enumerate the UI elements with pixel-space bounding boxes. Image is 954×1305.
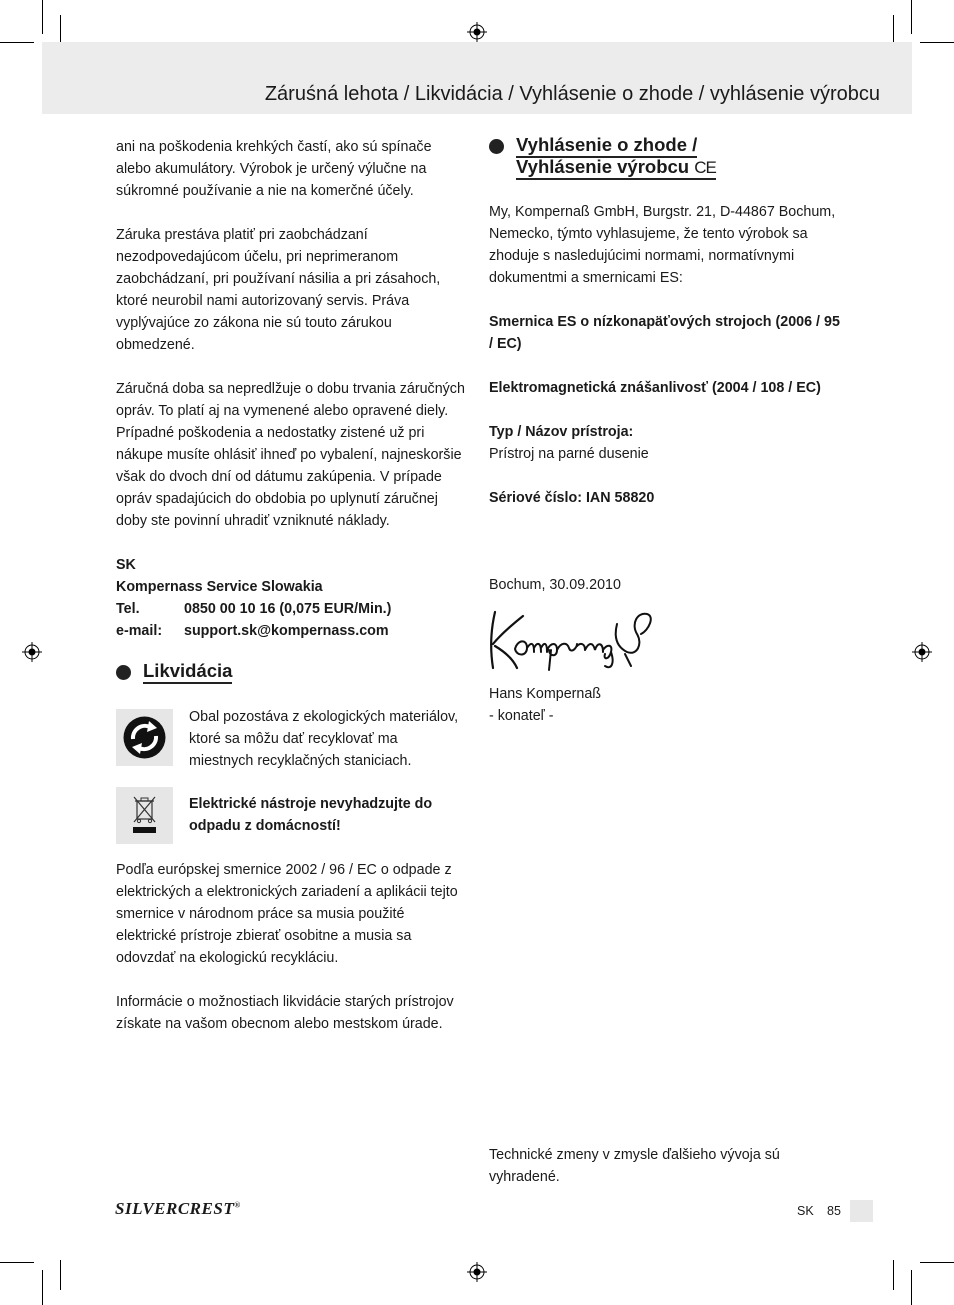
signer-role: - konateľ - xyxy=(489,708,554,724)
service-email: e-mail: support.sk@kompernass.com xyxy=(116,623,389,639)
crop-mark xyxy=(60,15,61,45)
service-country: SK xyxy=(116,557,136,573)
crop-mark xyxy=(893,15,894,45)
place-date: Bochum, 30.09.2010 xyxy=(489,577,621,593)
declaration-intro: My, Kompernaß GmbH, Burgstr. 21, D-44867 Bochum, Nemecko, týmto vyhlasujeme, že tento výrobok sa zhoduje s nasledujúcimi normami, normatívnymi dokumentmi a smernicami ES: xyxy=(489,204,836,286)
registration-mark-icon xyxy=(467,1262,487,1282)
registration-mark-icon xyxy=(22,642,42,662)
crop-mark xyxy=(0,42,34,43)
crop-mark xyxy=(920,1262,954,1263)
disposal-body xyxy=(116,859,468,1035)
crop-mark xyxy=(893,1260,894,1290)
recycle-icon xyxy=(116,709,173,766)
page-number: 85 xyxy=(827,1204,841,1218)
disposal-heading: Likvidácia xyxy=(116,660,232,682)
page-title: Záruśná lehota / Likvidácia / Vyhlásenie o zhode / vyhlásenie výrobcu xyxy=(264,83,880,105)
service-phone: Tel. 0850 00 10 16 (0,075 EUR/Min.) xyxy=(116,601,392,617)
ce-mark-icon: CE xyxy=(694,158,716,177)
bullet-icon xyxy=(116,665,131,680)
crossed-bin-icon xyxy=(116,787,173,844)
registration-mark-icon xyxy=(912,642,932,662)
brand-logo: SILVERCREST® xyxy=(115,1199,241,1218)
page-tab xyxy=(850,1200,873,1222)
declaration-body xyxy=(489,201,841,509)
crop-mark xyxy=(60,1260,61,1290)
signer xyxy=(489,683,601,727)
warranty-paragraph: ani na poškodenia krehkých častí, ako sú spínače alebo akumulátory. Výrobok je určený výlučne na súkromné používanie a nie na komerčné účely. xyxy=(116,139,432,199)
serial-number: Sériové číslo: IAN 58820 xyxy=(489,490,655,506)
registration-mark-icon xyxy=(467,22,487,42)
footer-lang: SK xyxy=(797,1204,814,1218)
crop-mark xyxy=(911,0,912,34)
device-type-value: Prístroj na parné dusenie xyxy=(489,446,649,462)
signer-name: Hans Kompernaß xyxy=(489,686,602,702)
crop-mark xyxy=(911,1270,912,1305)
bullet-icon xyxy=(489,139,504,154)
disposal-paragraph: Podľa európskej smernice 2002 / 96 / EC o odpade z elektrických a elektronických zariadení a aplikácii tejto smernice v národnom práce sa musia použité elektrické prístroje zbierať osobitne a musia sa odovzdať na ekologickú recykláciu. xyxy=(116,862,458,966)
service-name: Kompernass Service Slowakia xyxy=(116,579,323,595)
weee-warning: Elektrické nástroje nevyhadzujte do odpadu z domácností! xyxy=(189,796,433,834)
recycle-text: Obal pozostáva z ekologických materiálov, ktoré sa môžu dať recyklovať ma miestnych recyklačných staniciach. xyxy=(189,709,459,769)
declaration-heading: Vyhlásenie o zhode / Vyhlásenie výrobcu CE xyxy=(489,134,716,179)
device-type-label: Typ / Názov prístroja: xyxy=(489,424,634,440)
left-column xyxy=(116,136,466,642)
technical-changes-note: Technické zmeny v zmysle ďalšieho vývoja sú vyhradené. xyxy=(489,1147,780,1185)
crop-mark xyxy=(920,42,954,43)
disposal-paragraph: Informácie o možnostiach likvidácie starých prístrojov získate na vašom obecnom alebo mestskom úrade. xyxy=(116,994,454,1032)
directive-emc: Elektromagnetická znášanlivosť (2004 / 108 / EC) xyxy=(489,380,821,396)
crop-mark xyxy=(0,1262,34,1263)
service-contact xyxy=(116,554,466,642)
signature-image xyxy=(487,604,662,672)
crop-mark xyxy=(42,1270,43,1305)
warranty-paragraph: Záručná doba sa nepredlžuje o dobu trvania záručných opráv. To platí aj na vymenené alebo opravené diely. Prípadné poškodenia a nedostatky zistené už pri nákupe musíte ohlásiť ihneď po vybalení, najneskoršie však do dvoch dní od dátumu zakúpenia. V prípade opráv spadajúcich do obdobia po uplynutí záručnej doby ste povinní uhradiť vzniknuté náklady. xyxy=(116,381,465,529)
directive-low-voltage: Smernica ES o nízkonapäťových strojoch (2006 / 95 / EC) xyxy=(489,314,840,352)
warranty-paragraph: Záruka prestáva platiť pri zaobchádzaní nezodpovedajúcom účelu, pri neprimeranom zaobchádzaní, pri používaní násilia a pri zásahoch, ktoré neurobil nami autorizovaný servis. Práva vyplývajúce zo zákona nie sú touto zárukou obmedzené. xyxy=(116,227,441,353)
crop-mark xyxy=(42,0,43,34)
